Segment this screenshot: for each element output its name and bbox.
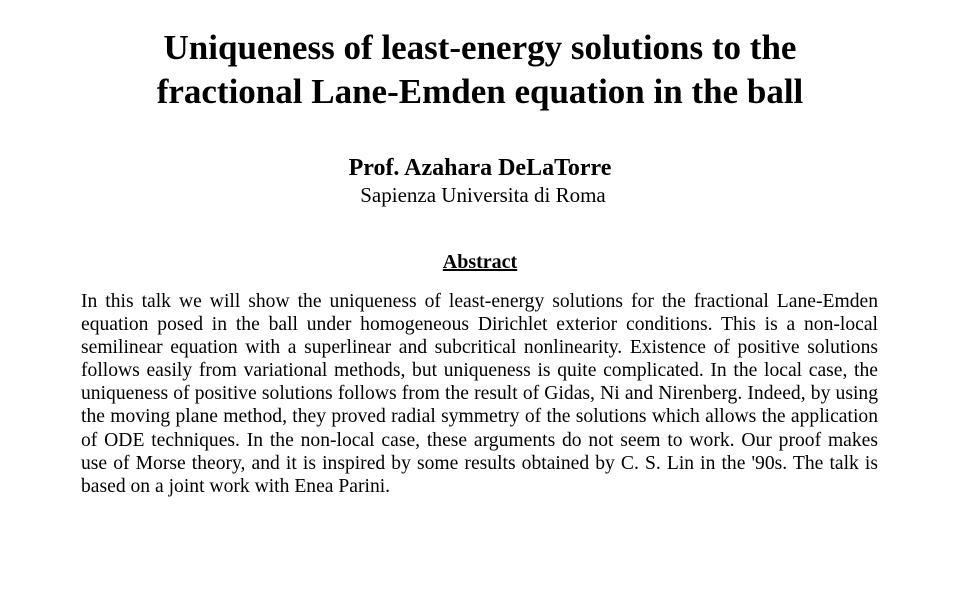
abstract-heading: Abstract — [442, 251, 518, 273]
title-line-2: fractional Lane-Emden equation in the ball — [156, 72, 804, 111]
author-name: Prof. Azahara DeLaTorre — [348, 155, 612, 181]
author-affiliation: Sapienza Universita di Roma — [360, 183, 606, 207]
page-title — [0, 26, 960, 114]
abstract-text: In this talk we will show the uniqueness of least-energy solutions for the fractional Lane-Emden equation posed in the ball under homogeneous Dirichlet exterior conditions. This is a non-local semilinear equation with a superlinear and subcritical nonlinearity. Existence of positive solutions follows easily from variational methods, but uniqueness is quite complicated. In the local case, the uniqueness of positive solutions follows from the result of Gidas, Ni and Nirenberg. Indeed, by using the moving plane method, they proved radial symmetry of the solutions which allows the application of ODE techniques. In the non-local case, these arguments do not seem to work. Our proof makes use of Morse theory, and it is inspired by some results obtained by C. S. Lin in the '90s. The talk is based on a joint work with Enea Parini. — [81, 291, 878, 497]
title-line-1: Uniqueness of least-energy solutions to the — [163, 28, 797, 67]
